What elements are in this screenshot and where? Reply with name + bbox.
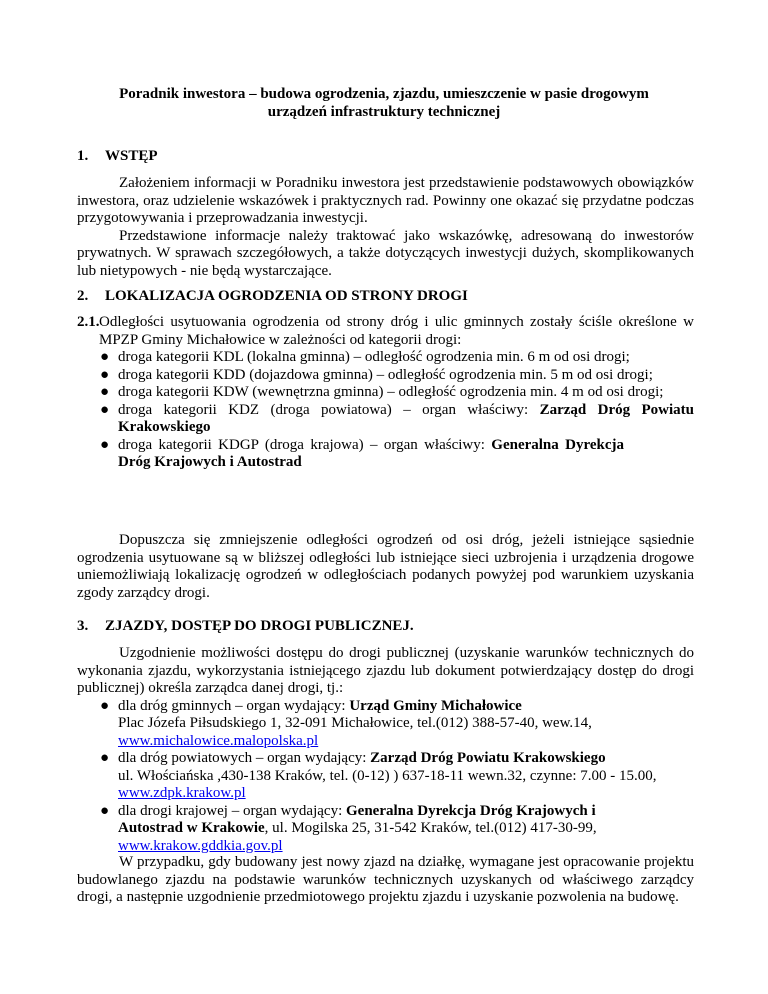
list-item (77, 367, 694, 385)
section-3-body (77, 645, 694, 855)
bullet-icon: ● (100, 697, 110, 714)
section-3-note (77, 854, 694, 907)
bullet-icon: ● (100, 366, 110, 383)
list-item (77, 384, 694, 402)
section-1-body (77, 175, 694, 280)
road-manager-list (77, 698, 694, 856)
bullet-icon: ● (100, 401, 110, 418)
section-2-paragraph: Dopuszcza się zmniejszenie odległości ogrodzeń od osi dróg, jeżeli istniejące sąsiednie ogrodzenia usytuowane są w bliższej odległości lub istniejące sieci uzbrojenia i urządzenia drogowe uniemożliwiają lokalizację ogrodzeń w odległościach podanych powyżej pod warunkiem uzyskania zgody zarządcy drogi. (77, 532, 694, 601)
section-1-paragraph-1: Założeniem informacji w Poradniku inwestora jest przedstawienie podstawowych obowiązków inwestora, oraz udzielenie wskazówek i praktycznych rad. Powinny one okazać się przydatne podczas przygotowywania i przeprowadzania inwestycji. (77, 175, 694, 226)
list-item-text: droga kategorii KDD (dojazdowa gminna) – odległość ogrodzenia min. 5 m od osi drogi; (118, 366, 653, 383)
list-item (77, 437, 694, 472)
section-3-number: 3. (77, 618, 89, 634)
title-line-2: urządzeń infrastruktury technicznej (267, 104, 501, 120)
authority-name: Generalna Dyrekcja Dróg Krajowych i Autostrad (118, 436, 625, 470)
list-item-text: dla dróg gminnych – organ wydający: (118, 697, 350, 714)
list-item-text: droga kategorii KDL (lokalna gminna) – odległość ogrodzenia min. 6 m od osi drogi; (118, 349, 630, 365)
section-2-1-paragraph (77, 314, 694, 349)
section-3-title: ZJAZDY, DOSTĘP DO DROGI PUBLICZNEJ. (105, 618, 414, 634)
bullet-icon: ● (100, 802, 110, 819)
list-item-text: dla dróg powiatowych – organ wydający: (118, 750, 371, 766)
road-category-list (77, 349, 694, 472)
section-1-heading (77, 148, 158, 166)
section-2-heading (77, 288, 468, 306)
authority-name: Generalna Dyrekcja Dróg Krajowych i Autostrad w Krakowie (118, 802, 596, 836)
section-2-number: 2. (77, 288, 89, 304)
list-item (77, 349, 694, 367)
section-3-paragraph-1: Uzgodnienie możliwości dostępu do drogi publicznej (uzyskanie warunków technicznych do wykonania zjazdu, wykorzystania istniejącego zjazdu lub dokument potwierdzający dostęp do drogi publicznej) określa zarządca danej drogi, tj.: (77, 645, 694, 696)
authority-name: Zarząd Dróg Powiatu Krakowskiego (370, 750, 606, 766)
authority-address: , ul. Mogilska 25, 31-542 Kraków, tel.(012) 417-30-99, (264, 820, 597, 836)
document-title (100, 85, 668, 121)
section-2-body (77, 314, 694, 472)
website-link[interactable]: www.michalowice.malopolska.pl (118, 732, 319, 749)
list-item-text: droga kategorii KDW (wewnętrzna gminna) – odległość ogrodzenia min. 4 m od osi drogi; (118, 384, 664, 400)
section-3-paragraph-2: W przypadku, gdy budowany jest nowy zjazd na działkę, wymagane jest opracowanie projektu budowlanego zjazdu na podstawie warunków technicznych uzyskanych od właściwego zarządcy drogi, a następnie uzgodnienie przedmiotowego projektu zjazdu i uzyskanie pozwolenia na budowę. (77, 854, 694, 905)
website-link[interactable]: www.krakow.gddkia.gov.pl (118, 837, 283, 854)
section-2-1-text: Odległości usytuowania ogrodzenia od strony dróg i ulic gminnych zostały ściśle określone w MPZP Gminy Michałowice w zależności od kategorii drogi: (99, 314, 694, 348)
bullet-icon: ● (100, 384, 110, 400)
list-item (77, 803, 694, 856)
authority-name: Zarząd Dróg Powiatu Krakowskiego (118, 401, 694, 435)
list-item (77, 750, 694, 803)
list-item-text: droga kategorii KDGP (droga krajowa) – organ właściwy: (118, 436, 492, 453)
section-2-title: LOKALIZACJA OGRODZENIA OD STRONY DROGI (105, 288, 468, 304)
section-3-heading (77, 618, 414, 636)
section-1-paragraph-2: Przedstawione informacje należy traktować jako wskazówkę, adresowaną do inwestorów prywatnych. W sprawach szczegółowych, a także dotyczących inwestycji dużych, skomplikowanych lub nietypowych - nie będą wystarczające. (77, 227, 694, 279)
bullet-icon: ● (100, 349, 110, 365)
website-link[interactable]: www.zdpk.krakow.pl (118, 785, 246, 801)
section-2-1-number: 2.1. (77, 314, 100, 330)
authority-address: Plac Józefa Piłsudskiego 1, 32-091 Michałowice, tel.(012) 388-57-40, wew.14, (118, 715, 592, 731)
authority-name: Urząd Gminy Michałowice (349, 697, 522, 714)
section-2-note (77, 532, 694, 602)
bullet-icon: ● (100, 436, 110, 453)
authority-address: ul. Włościańska ,430-138 Kraków, tel. (0-12) ) 637-18-11 wewn.32, czynne: 7.00 - 15.00, (118, 767, 657, 784)
section-1-title: WSTĘP (105, 148, 158, 164)
list-item (77, 402, 694, 437)
list-item-text: droga kategorii KDZ (droga powiatowa) – organ właściwy: (118, 401, 540, 418)
list-item-text: dla drogi krajowej – organ wydający: (118, 802, 346, 819)
title-line-1: Poradnik inwestora – budowa ogrodzenia, zjazdu, umieszczenie w pasie drogowym (119, 86, 649, 102)
bullet-icon: ● (100, 750, 110, 766)
list-item (77, 698, 694, 751)
section-1-number: 1. (77, 148, 89, 164)
